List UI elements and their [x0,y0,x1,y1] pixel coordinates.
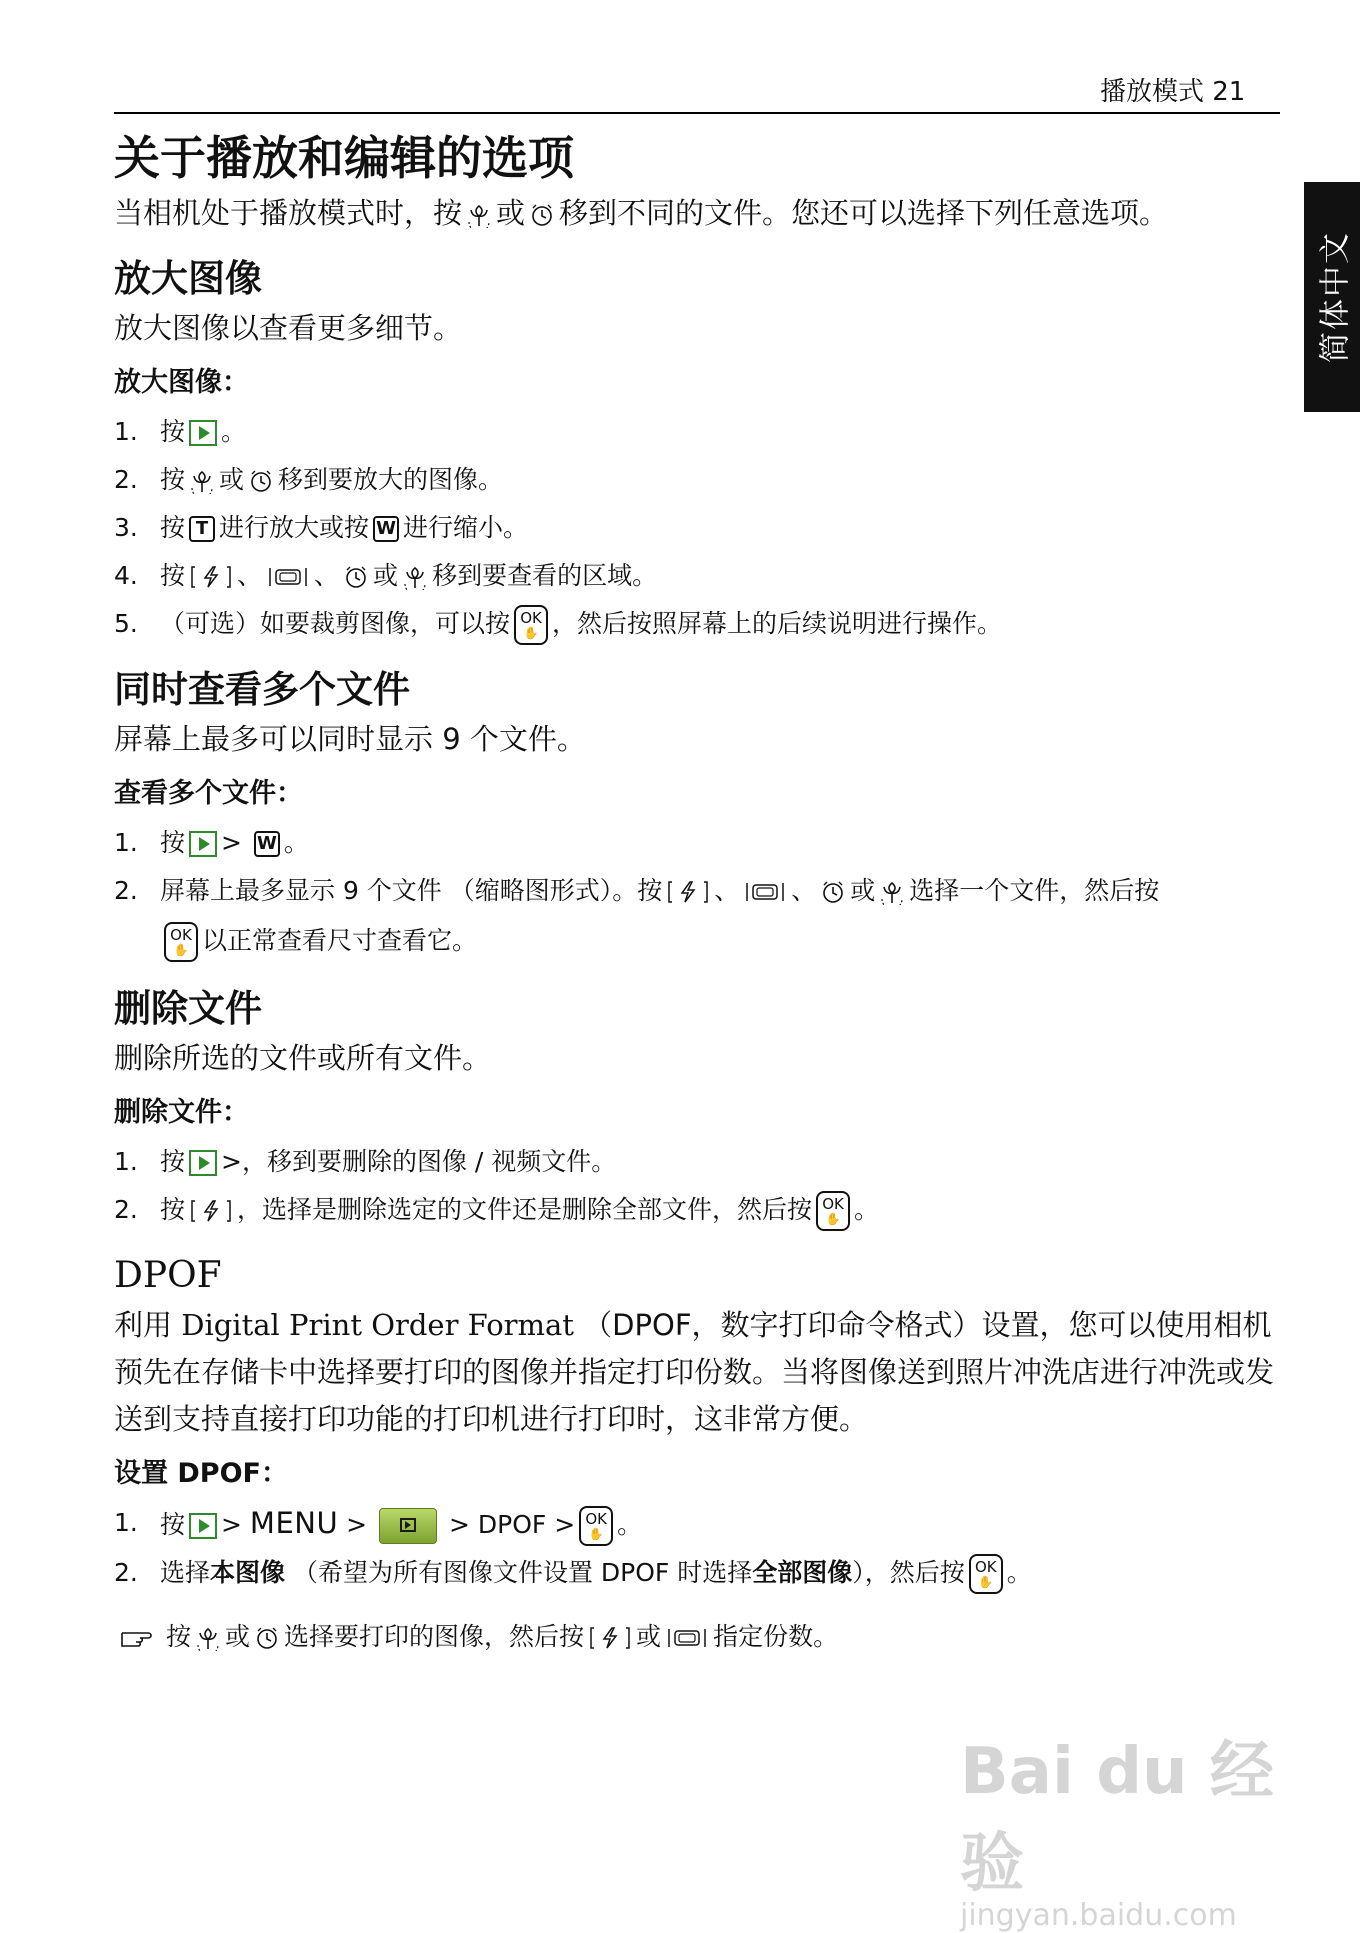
list-item: 3. 按 T 进行放大或按 W 进行缩小。 [114,513,529,542]
list-item: 2. 按 ，选择是删除选定的文件还是删除全部文件，然后按 OK ✋ 。 [114,1186,1284,1234]
display-mode-icon [665,1625,709,1651]
list-item: 5. （可选）如要裁剪图像，可以按 OK ✋ ，然后按照屏幕上的后续说明进行操作。 [114,600,1284,648]
multi-subheading: 查看多个文件： [114,778,303,809]
display-mode-icon [266,564,310,590]
playback-button-icon [189,1150,217,1176]
ok-button-icon: OK ✋ [164,922,198,962]
self-timer-icon [820,879,846,905]
self-timer-icon [248,468,274,494]
language-side-tab [1304,182,1360,412]
baidu-watermark [960,1720,1290,1933]
macro-flower-icon [189,468,215,494]
ok-button-icon: OK ✋ [816,1191,850,1231]
magnify-steps [114,408,1284,648]
playback-button-icon [189,831,217,857]
ok-button-icon: OK ✋ [579,1506,613,1546]
macro-flower-icon [402,564,428,590]
list-item: 1. 按 > MENU > > DPOF > OK ✋ 。 [114,1499,1284,1549]
list-item: 2. 选择本图像 （希望为所有图像文件设置 DPOF 时选择全部图像），然后按 OK ✋ 。 [114,1549,1284,1597]
playback-menu-tab-icon [379,1508,437,1544]
macro-flower-icon [195,1625,221,1651]
list-item: 1. 按 > W 。 [114,828,309,857]
delete-steps [114,1138,1284,1234]
multi-steps [114,819,1284,967]
ok-button-icon: OK ✋ [514,605,548,645]
delete-description: 删除所选的文件或所有文件。 [114,1041,492,1075]
flash-icon [189,1198,233,1224]
language-side-tab-label: 简体中文 [1317,231,1354,363]
zoom-tele-key-icon: T [189,516,215,542]
list-item: 1. 按 。 [114,417,247,446]
self-timer-icon [529,202,555,228]
flash-icon [189,564,233,590]
ok-button-icon: OK ✋ [969,1554,1003,1594]
delete-subheading: 删除文件： [114,1097,249,1128]
list-item: 4. 按 、 、 或 移到要查看的区域。 [114,552,1284,600]
dpof-description: 利用 Digital Print Order Format （DPOF，数字打印命令格式）设置，您可以使用相机预先在存储卡中选择要打印的图像并指定打印份数。当将图像送到照片冲洗店进行冲洗或发送到支持直接打印功能的打印机进行打印时，这非常方便。 [114,1308,1275,1436]
intro-paragraph: 当相机处于播放模式时，按 或 移到不同的文件。您还可以选择下列任意选项。 [114,196,1169,230]
flash-icon [588,1625,632,1651]
menu-button-label: MENU [249,1506,339,1540]
watermark-logo: Bai du 经验 [960,1735,1274,1901]
list-item: 1. 按 >，移到要删除的图像 / 视频文件。 [114,1147,617,1176]
running-header: 播放模式 21 [1100,77,1246,107]
zoom-wide-key-icon: W [254,831,280,857]
section-heading-multi: 同时查看多个文件 [114,668,410,711]
section-heading-dpof: DPOF [114,1255,222,1296]
dpof-steps [114,1499,1284,1597]
list-item: 2. 按 或 移到要放大的图像。 [114,456,1284,504]
tip-note: 按 或 选择要打印的图像，然后按 或 指定份数。 [114,1613,1284,1661]
section-heading-magnify: 放大图像 [114,257,262,300]
self-timer-icon [343,564,369,590]
multi-description: 屏幕上最多可以同时显示 9 个文件。 [114,722,586,756]
list-item: 2. 屏幕上最多显示 9 个文件 （缩略图形式）。按 、 、 或 选择一个文件，然后按 OK ✋ 以正常查看尺寸查看它。 [114,867,1284,967]
playback-button-icon [189,420,217,446]
self-timer-icon [254,1625,280,1651]
flash-icon [666,879,710,905]
display-mode-icon [743,879,787,905]
pointing-hand-icon [118,1625,162,1651]
magnify-description: 放大图像以查看更多细节。 [114,311,463,345]
zoom-wide-key-icon: W [373,516,399,542]
macro-flower-icon [879,879,905,905]
watermark-url: jingyan.baidu.com [960,1898,1237,1933]
macro-flower-icon [466,202,492,228]
page-title: 关于播放和编辑的选项 [114,131,574,185]
header-divider [114,112,1280,114]
magnify-subheading: 放大图像： [114,367,249,398]
dpof-subheading: 设置 DPOF： [114,1458,288,1489]
section-heading-delete: 删除文件 [114,987,262,1030]
page-content [114,126,1284,1661]
playback-button-icon [189,1513,217,1539]
